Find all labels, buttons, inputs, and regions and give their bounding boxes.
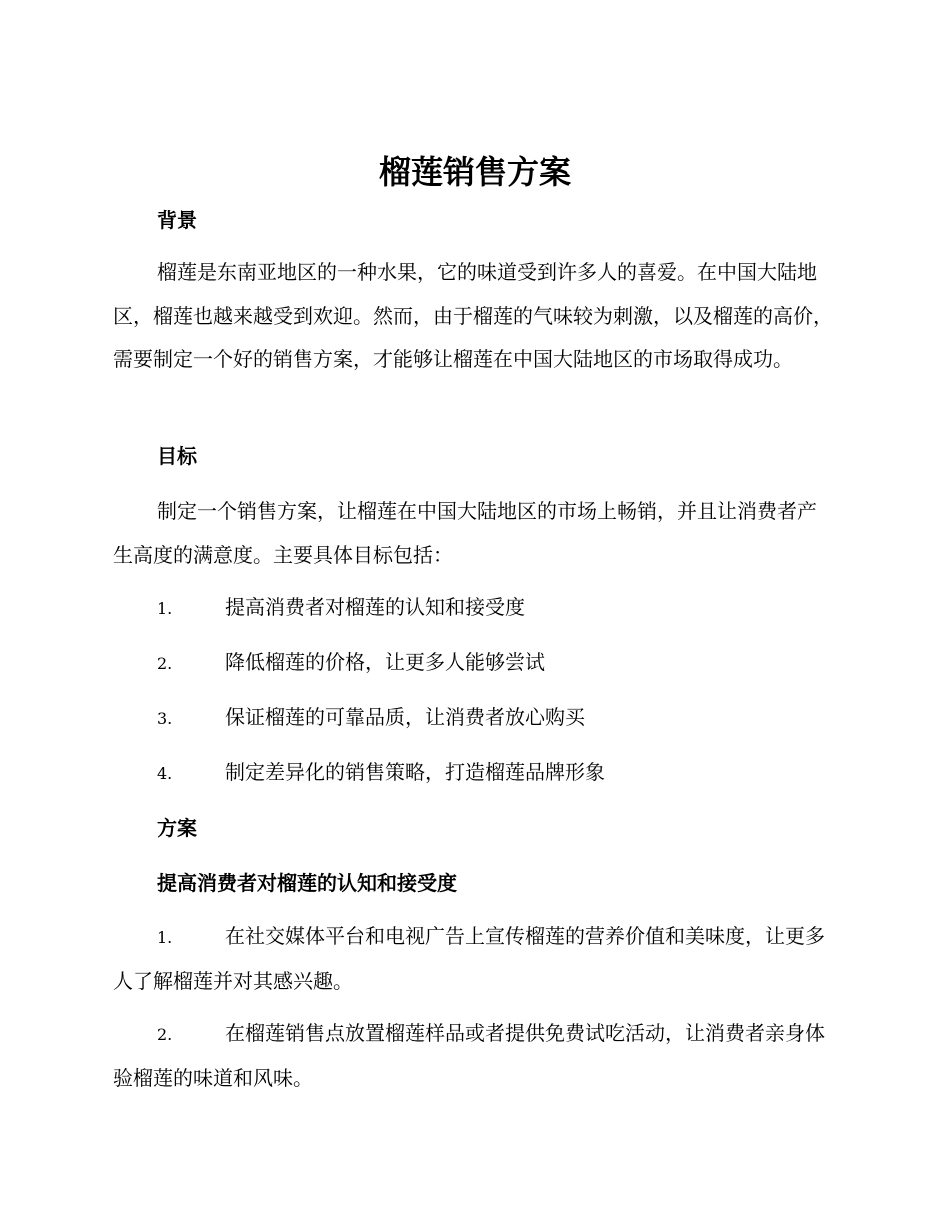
list-number: 1. [157, 599, 173, 618]
section-heading-plan: 方案 [157, 816, 197, 840]
goal-list-item [157, 751, 833, 796]
goal-list-item [157, 586, 833, 631]
section-heading-background: 背景 [157, 208, 197, 232]
list-text: 在榴莲销售点放置榴莲样品或者提供免费试吃活动，让消费者亲身体验榴莲的味道和风味。 [113, 1021, 825, 1090]
list-text: 降低榴莲的价格，让更多人能够尝试 [225, 650, 545, 674]
list-number: 1. [157, 928, 173, 947]
list-text: 提高消费者对榴莲的认知和接受度 [225, 595, 525, 619]
list-number: 2. [157, 654, 173, 673]
plan-subheading: 提高消费者对榴莲的认知和接受度 [157, 871, 457, 895]
list-number: 4. [157, 764, 173, 783]
goals-paragraph: 制定一个销售方案，让榴莲在中国大陆地区的市场上畅销，并且让消费者产生高度的满意度。主要具体目标包括： [113, 499, 817, 567]
list-text: 制定差异化的销售策略，打造榴莲品牌形象 [225, 760, 605, 784]
list-number: 3. [157, 709, 173, 728]
document-title: 榴莲销售方案 [378, 153, 571, 191]
list-text: 在社交媒体平台和电视广告上宣传榴莲的营养价值和美味度，让更多人了解榴莲并对其感兴趣。 [113, 924, 825, 993]
list-text: 保证榴莲的可靠品质，让消费者放心购买 [225, 705, 585, 729]
plan-list-item [113, 1012, 833, 1100]
goal-list-item [157, 641, 833, 686]
plan-list-item [113, 915, 833, 1003]
goal-list-item [157, 696, 833, 741]
section-heading-goals: 目标 [157, 444, 197, 468]
list-number: 2. [157, 1025, 173, 1044]
background-paragraph: 榴莲是东南亚地区的一种水果，它的味道受到许多人的喜爱。在中国大陆地区，榴莲也越来越受到欢迎。然而，由于榴莲的气味较为刺激，以及榴莲的高价，需要制定一个好的销售方案，才能够让榴莲在中国大陆地区的市场取得成功。 [113, 260, 833, 371]
